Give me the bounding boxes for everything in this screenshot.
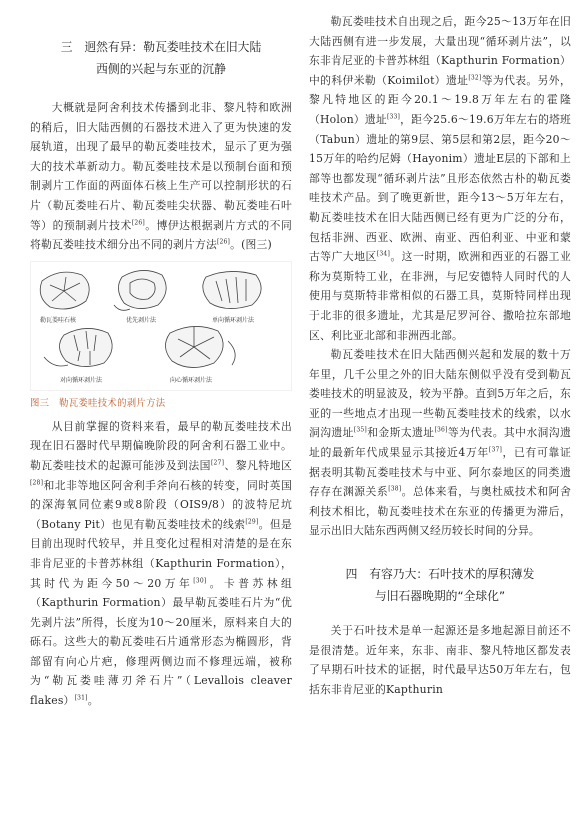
paragraph-text: 。博伊达根据剥片方式的不同将勒瓦娄哇技术细分出不同的剥片方法 — [30, 218, 292, 252]
figure-label-centripetal: 向心循环剥片法 — [170, 376, 213, 384]
citation-marker: [37] — [488, 446, 503, 454]
paragraph-text: 大概就是阿舍利技术传播到北非、黎凡特和欧洲的稍后，旧大陆西侧的石器技术进入了更为快速的发展轨道，出现了最早的勒瓦娄哇技术，显示了更为强大的技术革新动力。勒瓦娄哇技术是以预制台面和预制剥片工作面的两面体石核上生产可以控制形状的石片（勒瓦娄哇石片、勒瓦娄哇尖状器、勒瓦娄哇石叶等）的预制剥片技术 — [30, 101, 292, 232]
section-4-title-line-2: 与旧石器晚期的“全球化” — [374, 589, 506, 604]
figure-3-caption: 图三 勒瓦娄哇技术的剥片方法 — [30, 397, 166, 409]
paragraph-text: ，距今25.6～19.6万年左右的塔班（Tabun）遗址的第9层、第5层和第2层，距今20～15万年的哈约尼姆（Hayonim）遗址E层的下部和上部等也都发现“循环剥片法”且形态依然古朴的勒瓦娄哇技术产品。到了晚更新世，距今13～5万年左右，勒瓦娄哇技术在旧大陆西侧已经有更为广泛的分布，包括非洲、西亚、欧洲、南亚、西伯利亚、中亚和蒙古等广大地区 — [309, 112, 572, 264]
citation-marker: [31] — [74, 694, 88, 702]
paragraph-text: 。(图三) — [230, 238, 272, 252]
bidirectional-flake-drawing — [44, 328, 112, 366]
preferential-flake-drawing — [114, 270, 166, 310]
citation-marker: [28] — [30, 478, 44, 486]
paragraph-text: 。这一时期，欧洲和西亚的石器工业称为莫斯特工业，在非洲，与尼安德特人同时代的人使用与莫斯特非常相似的石器工具，莫斯特同样出现于北非的很多遗址，尤其是尼罗河谷、撒哈拉东部地区、利比亚北部和非洲西北部。 — [309, 250, 571, 342]
paragraph-text: 。 — [87, 694, 99, 708]
paragraph-text: 。卡普苏林组（Kapthurin Formation）最早勒瓦娄哇石片为“优先剥片法”所得，长度为10～20厘米，原料来自大的砾石。这些大的勒瓦娄哇石片通常形态为椭圆形，背部留有向心片疤，修理两侧边而不修理远端，被称为“勒瓦娄哇薄刃斧石片”（Levallois cleaver flakes） — [30, 576, 293, 708]
figure-label-preferential: 优先剥片法 — [126, 316, 157, 324]
section-3-title-line-1: 三 迥然有异：勒瓦娄哇技术在旧大陆 — [60, 40, 262, 54]
figure-label-core: 勒瓦娄哇石核 — [40, 316, 77, 324]
figure-label-unidirectional: 单向循环剥片法 — [212, 316, 255, 324]
right-column — [309, 12, 571, 699]
figure-3-drawing — [30, 261, 292, 391]
paragraph-text: 。但是目前出现时代较早，并且变化过程相对清楚的是在东非肯尼亚的卡普苏林组（Kapthurin Formation），其时代为距今50～20万年 — [30, 517, 292, 590]
citation-marker: [29] — [245, 518, 259, 526]
citation-marker: [30] — [193, 576, 207, 584]
paragraph-text: 等为代表。其中水洞沟遗址的最新年代成果显示其接近4万年 — [309, 426, 571, 460]
paragraph-text: 。总体来看，与奥杜威技术和阿舍利技术相比，勒瓦娄哇技术在东亚的传播更为滞后，显示出旧大陆东西两侧又经历较长时间的分异。 — [309, 485, 571, 538]
paragraph-text: ，已有可靠证据表明其勒瓦娄哇技术与中亚、阿尔泰地区的同类遗存存在渊源关系 — [309, 446, 571, 499]
paragraph-text: 和金斯太遗址 — [366, 426, 435, 440]
paragraph-text: 、黎凡特地区 — [224, 458, 292, 472]
figure-label-bidirectional: 对向循环剥片法 — [60, 376, 103, 384]
section-4-title-line-1: 四 有容乃大：石叶技术的厚积薄发 — [345, 567, 535, 582]
centripetal-flake-drawing — [165, 326, 235, 367]
citation-marker: [34] — [376, 250, 390, 258]
unidirectional-flake-drawing — [203, 271, 261, 308]
paragraph-text: 从目前掌握的资料来看，最早的勒瓦娄哇技术出现在旧石器时代早期偏晚阶段的阿舍利石器工业中。勒瓦娄哇技术的起源可能涉及到法国 — [30, 419, 292, 472]
figure-3 — [30, 261, 292, 391]
left-column — [30, 12, 292, 711]
citation-marker: [26] — [131, 218, 145, 226]
left-paragraph-1 — [30, 98, 292, 255]
section-4-title — [309, 563, 571, 607]
citation-marker: [33] — [386, 113, 401, 121]
paragraph-text: 关于石叶技术是单一起源还是多地起源目前还不是很清楚。近年来，东非、南非、黎凡特地区都发表了早期石叶技术的证据，时代最早达50万年左右，包括东非肯尼亚的Kapthurin — [309, 624, 571, 696]
citation-marker: [27] — [211, 459, 225, 467]
right-paragraph-2 — [309, 345, 571, 541]
citation-marker: [32] — [468, 74, 482, 82]
citation-marker: [35] — [353, 426, 367, 434]
paragraph-text: 等为代表。另外，黎凡特地区的距今20.1～19.8万年左右的霍隆（Holon）遗址 — [309, 73, 571, 126]
paragraph-text: 勒瓦娄哇技术在旧大陆西侧兴起和发展的数十万年里，几千公里之外的旧大陆东侧似乎没有受到勒瓦娄哇技术的明显波及，较为平静。直到5万年之后，东亚的一些地点才出现一些勒瓦娄哇技术的线索，以水洞沟遗址 — [309, 348, 571, 440]
section-3-title-line-2: 西侧的兴起与东亚的沉静 — [96, 62, 226, 76]
right-paragraph-3 — [309, 621, 571, 699]
levallois-core-drawing — [40, 272, 89, 309]
citation-marker: [38] — [388, 485, 402, 493]
citation-marker: [36] — [434, 426, 448, 434]
citation-marker: [26] — [216, 238, 231, 246]
left-paragraph-2 — [30, 417, 292, 711]
section-3-title — [30, 36, 292, 80]
paragraph-text: 和北非等地区阿舍利手斧向石核的转变，同时英国的深海氧同位素9或8阶段（OIS9/8）的波特尼坑（Botany Pit）也见有勒瓦娄哇技术的线索 — [30, 478, 292, 531]
right-paragraph-1 — [309, 12, 571, 345]
paragraph-text: 勒瓦娄哇技术自出现之后，距今25～13万年在旧大陆西侧有进一步发展，大量出现“循环剥片法”，以东非肯尼亚的卡普苏林组（Kapthurin Formation）中的科伊米勒（Koimilot）遗址 — [309, 15, 571, 87]
